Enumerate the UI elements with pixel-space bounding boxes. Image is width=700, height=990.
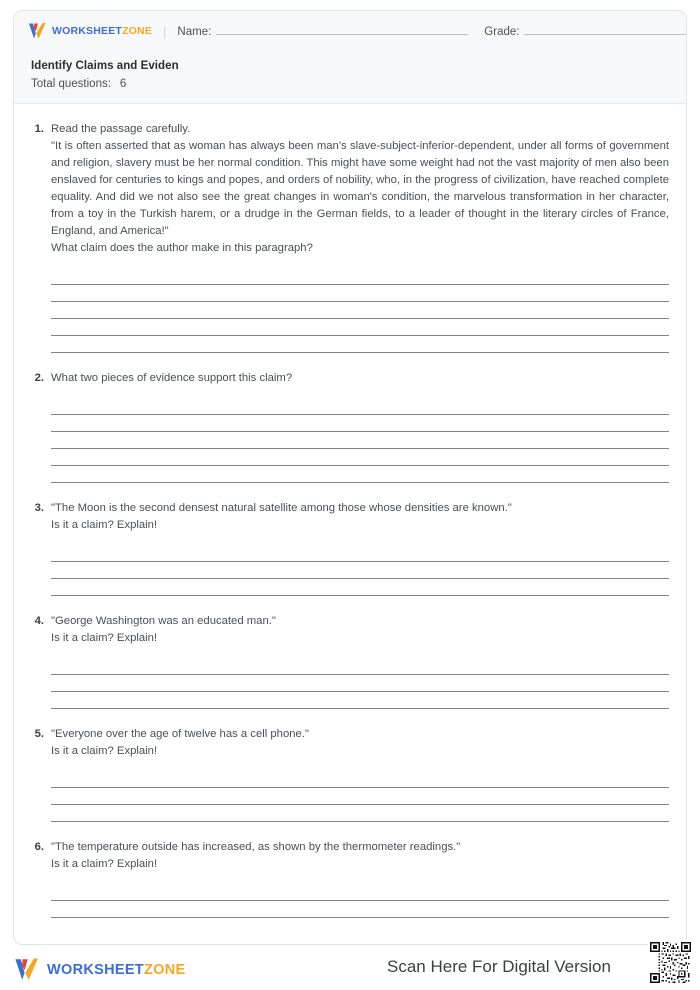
answer-line[interactable] [51,884,669,901]
answer-line[interactable] [51,658,669,675]
question-1-followup: What claim does the author make in this paragraph? [51,242,313,254]
answer-line[interactable] [51,562,669,579]
question-1-answer-area[interactable] [51,257,669,353]
worksheet-header [14,11,686,104]
answer-line[interactable] [51,398,669,415]
question-3-followup: Is it a claim? Explain! [51,519,158,531]
question-3-prompt: "The Moon is the second densest natural satellite among those whose densities are known." [51,502,512,514]
header-divider: | [163,23,167,39]
footer-brand-name [47,962,185,978]
question-5 [31,726,669,822]
brand-name-part2: ZONE [122,25,153,37]
question-6-followup: Is it a claim? Explain! [51,858,158,870]
name-field-rule[interactable] [216,24,468,35]
answer-line[interactable] [51,788,669,805]
question-2 [31,370,669,483]
footer-brand-name-part1: WORKSHEET [47,961,144,978]
question-4 [31,613,669,709]
question-6-number: 6. [34,841,44,853]
brand-logo [28,22,152,40]
header-identity-row [14,11,686,51]
spacer [31,596,669,613]
spacer [31,709,669,726]
answer-line[interactable] [51,901,669,918]
question-2-prompt: What two pieces of evidence support this claim? [51,372,293,384]
footer-brand-logo [14,957,185,982]
question-4-answer-area[interactable] [51,647,669,709]
question-3-number: 3. [34,502,44,514]
answer-line[interactable] [51,268,669,285]
answer-line[interactable] [51,449,669,466]
question-2-answer-area[interactable] [51,387,669,483]
questions-list [14,104,686,918]
worksheet-card [13,10,687,945]
worksheet-title: Identify Claims and Eviden [31,60,179,72]
question-1-passage: "It is often asserted that as woman has always been man's slave-subject-inferior-dependent, under all forms of government and religion, slavery must be her normal condition. This might have some weight had not the vast majority of men also been enslaved for centuries to kings and popes, and orders of nobility, who, in the progress of civilization, have reached complete equality. And did we not also see the great changes in woman's condition, the marvelous transformation in her character, from a toy in the Turkish harem, or a drudge in the German fields, to a leader of thought in the literary circles of France, England, and America!" [51,140,669,237]
answer-line[interactable] [51,579,669,596]
worksheet-zone-w-icon [28,22,47,40]
answer-line[interactable] [51,545,669,562]
spacer [31,483,669,500]
answer-line[interactable] [51,302,669,319]
question-6-prompt: "The temperature outside has increased, as shown by the thermometer readings." [51,841,461,853]
answer-line[interactable] [51,771,669,788]
grade-field-rule[interactable] [524,24,687,35]
total-questions-value: 6 [119,78,127,90]
worksheet-title-block [14,51,686,90]
grade-field[interactable] [484,24,687,38]
worksheet-zone-w-icon [14,957,40,982]
question-5-number: 5. [34,728,44,740]
question-4-number: 4. [34,615,44,627]
answer-line[interactable] [51,805,669,822]
name-field-label: Name: [177,26,212,38]
question-1-prompt: Read the passage carefully. [51,123,191,135]
total-questions [31,78,686,90]
scan-prompt-text: Scan Here For Digital Version [387,957,611,976]
answer-line[interactable] [51,432,669,449]
grade-field-label: Grade: [484,26,520,38]
answer-line[interactable] [51,692,669,709]
footer-brand-name-part2: ZONE [143,961,186,978]
question-6-answer-area[interactable] [51,873,669,918]
question-6 [31,839,669,918]
question-4-prompt: "George Washington was an educated man." [51,615,276,627]
answer-line[interactable] [51,675,669,692]
spacer [31,353,669,370]
question-5-answer-area[interactable] [51,760,669,822]
answer-line[interactable] [51,319,669,336]
name-field[interactable] [177,24,468,38]
question-3-answer-area[interactable] [51,534,669,596]
question-1 [31,121,669,353]
answer-line[interactable] [51,466,669,483]
qr-code-icon[interactable] [648,940,693,985]
question-5-followup: Is it a claim? Explain! [51,745,158,757]
answer-line[interactable] [51,336,669,353]
total-questions-label: Total questions: [31,78,111,90]
brand-name [52,25,152,37]
question-5-prompt: "Everyone over the age of twelve has a cell phone." [51,728,309,740]
question-3 [31,500,669,596]
answer-line[interactable] [51,415,669,432]
question-4-followup: Is it a claim? Explain! [51,632,158,644]
question-2-number: 2. [34,372,44,384]
spacer [31,822,669,839]
brand-name-part1: WORKSHEET [52,25,123,37]
answer-line[interactable] [51,285,669,302]
question-1-number: 1. [34,123,44,135]
